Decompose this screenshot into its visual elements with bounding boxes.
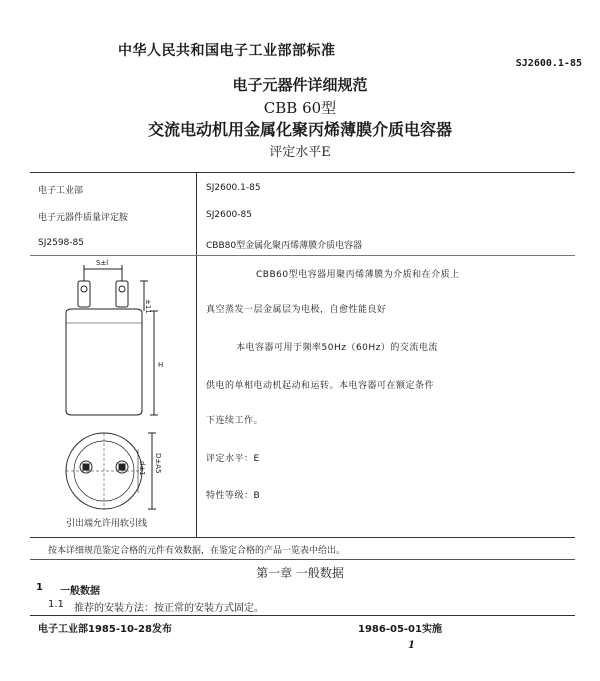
info-right-1: SJ2600.1-85 <box>206 183 261 193</box>
info-right-2: SJ2600-85 <box>206 210 252 220</box>
doc-title-line1: 电子元器件详细规范 <box>232 76 368 94</box>
section-1-number: 1 <box>36 582 43 593</box>
section-1-title: 一般数据 <box>60 586 100 597</box>
desc-line-3: 本电容器可用于频率50Hz（60Hz）的交流电流 <box>236 343 438 353</box>
info-right-3: CBB80型金属化聚丙烯薄膜介质电容器 <box>206 241 363 251</box>
table-top-rule <box>30 172 575 173</box>
info-left-1: 电子工业部 <box>38 186 84 196</box>
rating-level: 评定水平：E <box>206 454 260 464</box>
desc-line-2: 真空蒸发一层金属层为电极，自愈性能良好 <box>206 305 387 315</box>
desc-line-4: 供电的单相电动机起动和运转。本电容器可在额定条件 <box>206 381 435 391</box>
dim-h-label: H <box>158 361 164 369</box>
approval-note: 按本详细规范鉴定合格的元件有效数据，在鉴定合格的产品一览表中给出。 <box>48 546 346 556</box>
capacitor-outline-drawing <box>44 253 194 518</box>
note-rule <box>30 559 575 560</box>
diagram-caption: 引出端允许用软引线 <box>66 519 148 529</box>
section-1-1-text: 推荐的安装方法：按正常的安装方式固定。 <box>74 603 264 614</box>
section-1-1-number: 1.1 <box>48 599 64 610</box>
dim-l-label: ±11 <box>144 299 152 314</box>
desc-line-1: CBB60型电容器用聚丙烯薄膜为介质和在介质上 <box>256 270 460 280</box>
characteristic-level: 特性等级：B <box>206 491 261 501</box>
standard-code: SJ2600.1-85 <box>515 58 582 69</box>
issued-date: 电子工业部1985-10-28发布 <box>38 624 172 635</box>
table-bottom-rule <box>30 537 575 538</box>
effective-date: 1986-05-01实施 <box>358 624 442 635</box>
page-number: 1 <box>408 640 415 651</box>
info-left-2: 电子元器件质量评定胺 <box>38 213 129 223</box>
dim-d1-label: d±1 <box>138 461 146 476</box>
dim-s-label: S±l <box>96 259 109 267</box>
dim-d-label: D±A5 <box>154 453 162 474</box>
issuing-org: 中华人民共和国电子工业部部标准 <box>118 43 336 59</box>
desc-line-5: 下连续工作。 <box>206 416 264 426</box>
info-left-3: SJ2598-85 <box>38 238 84 248</box>
footer-rule <box>30 615 575 616</box>
chapter-title: 第一章 一般数据 <box>256 566 344 580</box>
doc-title-line3: 交流电动机用金属化聚丙烯薄膜介质电容器 <box>147 120 452 139</box>
doc-title-line4: 评定水平E <box>269 145 331 160</box>
doc-title-line2: CBB 60型 <box>263 99 337 117</box>
table-divider <box>196 172 197 537</box>
